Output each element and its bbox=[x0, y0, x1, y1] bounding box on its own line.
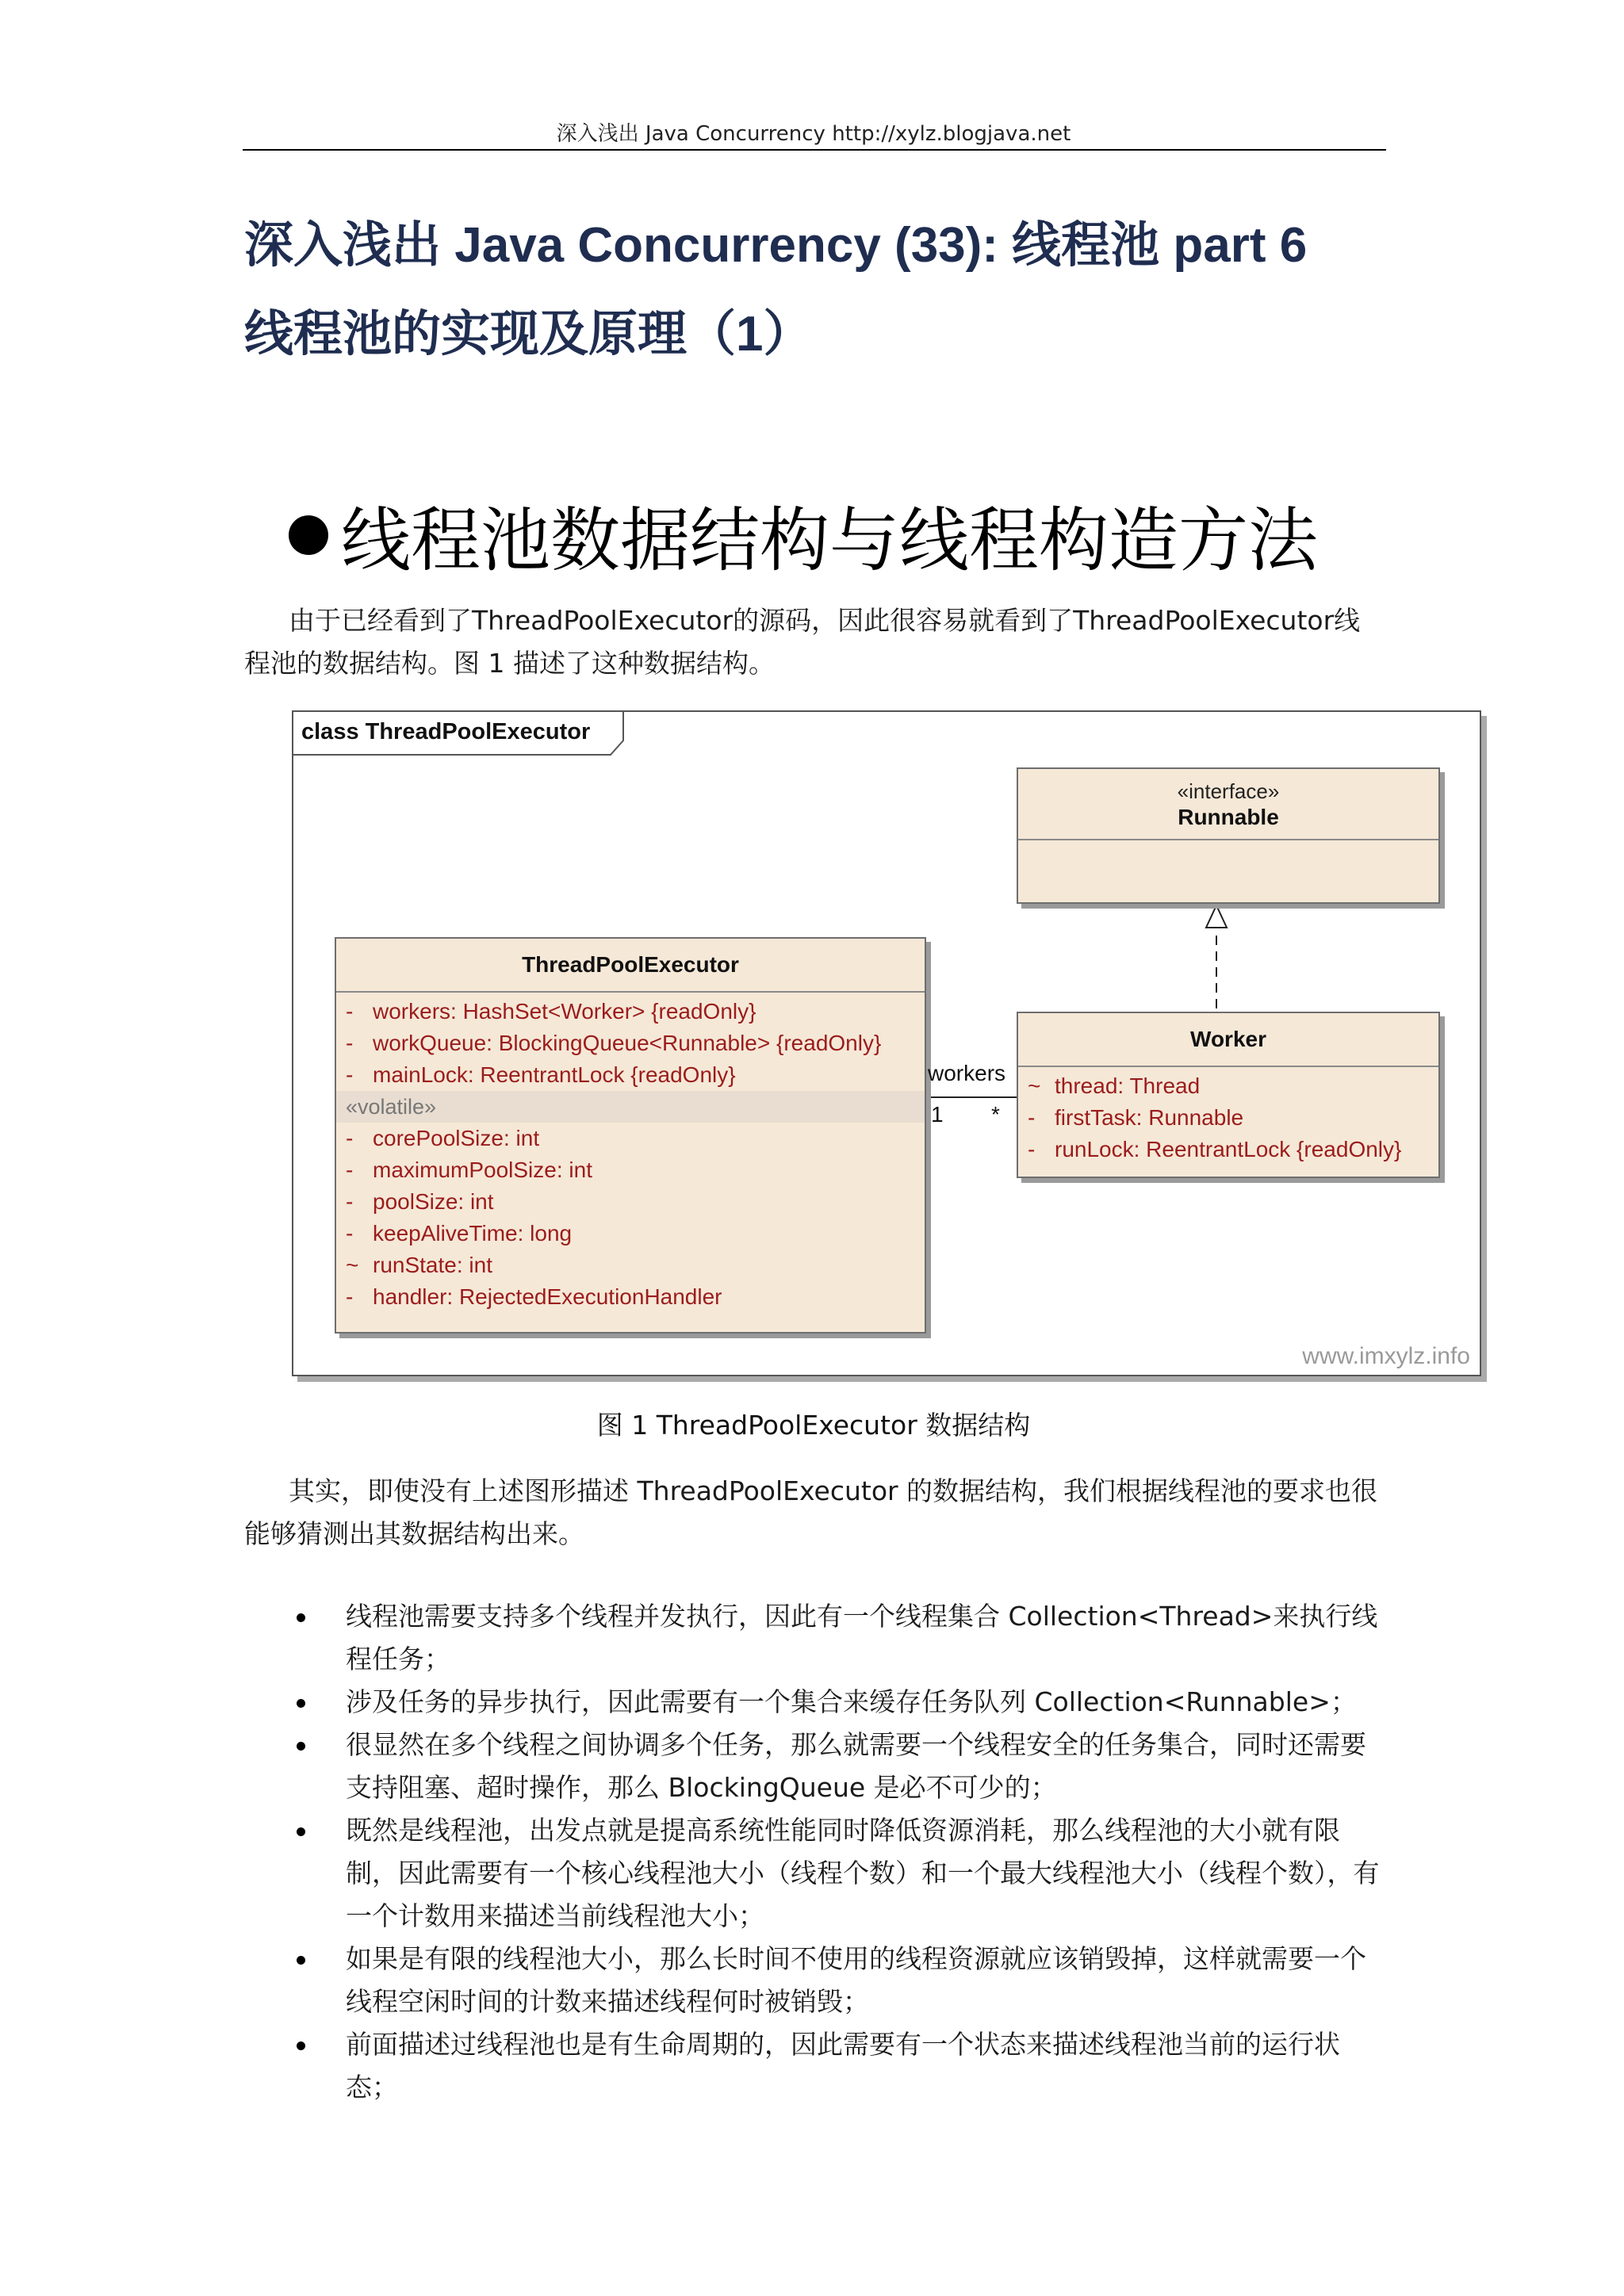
attribute-text: handler: RejectedExecutionHandler bbox=[373, 1284, 722, 1309]
visibility-marker: - bbox=[346, 1158, 354, 1182]
realization-arrowhead bbox=[1206, 905, 1227, 928]
attribute-row bbox=[336, 1218, 925, 1249]
attribute-text: runLock: ReentrantLock {readOnly} bbox=[1055, 1137, 1402, 1161]
attribute-text: corePoolSize: int bbox=[373, 1126, 540, 1150]
attribute-text: runState: int bbox=[373, 1253, 492, 1277]
requirements-list bbox=[293, 1595, 1388, 2109]
header-rule bbox=[243, 149, 1386, 151]
multiplicity-right: * bbox=[991, 1102, 1000, 1127]
attribute-row bbox=[336, 1281, 925, 1313]
visibility-marker: - bbox=[1028, 1105, 1036, 1130]
runnable-name: Runnable bbox=[1178, 805, 1279, 829]
attribute-row bbox=[1018, 1070, 1438, 1102]
attribute-text: poolSize: int bbox=[373, 1189, 494, 1214]
multiplicity-left: 1 bbox=[931, 1102, 944, 1127]
watermark: www.imxylz.info bbox=[1302, 1343, 1470, 1369]
tpe-attributes-top bbox=[336, 993, 925, 1091]
worker-class-name: Worker bbox=[1190, 1027, 1266, 1051]
runnable-stereotype: «interface» bbox=[1177, 779, 1280, 803]
title-line-1: 深入浅出 Java Concurrency (33): 线程池 part 6 bbox=[244, 218, 1308, 273]
worker-attributes bbox=[1018, 1067, 1438, 1165]
attribute-row bbox=[336, 1059, 925, 1091]
section-heading bbox=[289, 492, 1318, 579]
visibility-marker: - bbox=[346, 1284, 354, 1309]
tpe-attributes-bottom bbox=[336, 1123, 925, 1313]
title-line-2: 线程池的实现及原理（1） bbox=[244, 307, 813, 362]
requirement-item: 如果是有限的线程池大小，那么长时间不使用的线程资源就应该销毁掉，这样就需要一个线程空闲时间的计数来描述线程何时被销毁； bbox=[293, 1938, 1388, 2023]
association-role-label: workers bbox=[928, 1061, 1006, 1085]
attribute-row bbox=[336, 1249, 925, 1281]
volatile-stereotype: «volatile» bbox=[336, 1091, 925, 1123]
runnable-divider bbox=[1018, 839, 1438, 840]
attribute-row bbox=[336, 1154, 925, 1186]
tpe-class-name: ThreadPoolExecutor bbox=[522, 952, 739, 977]
requirement-item: 很显然在多个线程之间协调多个任务，那么就需要一个线程安全的任务集合，同时还需要支持阻塞、超时操作，那么 BlockingQueue 是必不可少的； bbox=[293, 1724, 1388, 1809]
visibility-marker: - bbox=[346, 999, 354, 1024]
bullet-icon bbox=[289, 515, 328, 555]
visibility-marker: - bbox=[346, 1221, 354, 1246]
section-heading-text: 线程池数据结构与线程构造方法 bbox=[341, 499, 1319, 581]
threadpoolexecutor-class-box bbox=[335, 937, 926, 1334]
attribute-row bbox=[336, 996, 925, 1027]
second-paragraph: 其实，即使没有上述图形描述 ThreadPoolExecutor 的数据结构，我们根据线程池的要求也很能够猜测出其数据结构出来。 bbox=[244, 1475, 1378, 1549]
visibility-marker: - bbox=[346, 1126, 354, 1150]
document-title bbox=[244, 201, 1402, 379]
attribute-text: thread: Thread bbox=[1055, 1073, 1201, 1098]
attribute-text: keepAliveTime: long bbox=[373, 1221, 573, 1246]
attribute-row bbox=[336, 1027, 925, 1059]
attribute-text: workers: HashSet<Worker> {readOnly} bbox=[373, 999, 756, 1024]
attribute-row bbox=[1018, 1134, 1438, 1165]
runnable-interface-box bbox=[1017, 767, 1440, 904]
visibility-marker: - bbox=[346, 1062, 354, 1087]
requirement-item: 前面描述过线程池也是有生命周期的，因此需要有一个状态来描述线程池当前的运行状态； bbox=[293, 2023, 1388, 2109]
requirement-item: 涉及任务的异步执行，因此需要有一个集合来缓存任务队列 Collection<Runnable>； bbox=[293, 1681, 1388, 1724]
attribute-text: maximumPoolSize: int bbox=[373, 1158, 592, 1182]
requirement-item: 线程池需要支持多个线程并发执行，因此有一个线程集合 Collection<Thread>来执行线程任务； bbox=[293, 1595, 1388, 1681]
figure-caption: 图 1 ThreadPoolExecutor 数据结构 bbox=[596, 1410, 1031, 1441]
requirement-item: 既然是线程池，出发点就是提高系统性能同时降低资源消耗，那么线程池的大小就有限制，因此需要有一个核心线程池大小（线程个数）和一个最大线程池大小（线程个数），有一个计数用来描述当前线程池大小； bbox=[293, 1809, 1388, 1938]
attribute-text: workQueue: BlockingQueue<Runnable> {readOnly} bbox=[373, 1031, 882, 1055]
attribute-row bbox=[1018, 1102, 1438, 1134]
visibility-marker: - bbox=[346, 1031, 354, 1055]
visibility-marker: ~ bbox=[1028, 1073, 1041, 1098]
visibility-marker: ~ bbox=[346, 1253, 359, 1277]
worker-class-box bbox=[1017, 1012, 1440, 1178]
attribute-row bbox=[336, 1123, 925, 1154]
uml-class-diagram bbox=[292, 710, 1481, 1376]
diagram-frame-label: class ThreadPoolExecutor bbox=[301, 719, 591, 744]
attribute-row bbox=[336, 1186, 925, 1218]
attribute-text: firstTask: Runnable bbox=[1055, 1105, 1244, 1130]
attribute-text: mainLock: ReentrantLock {readOnly} bbox=[373, 1062, 736, 1087]
running-header: 深入浅出 Java Concurrency http://xylz.blogjava.net bbox=[556, 122, 1071, 146]
visibility-marker: - bbox=[1028, 1137, 1036, 1161]
intro-paragraph: 由于已经看到了ThreadPoolExecutor的源码，因此很容易就看到了ThreadPoolExecutor线程池的数据结构。图 1 描述了这种数据结构。 bbox=[244, 605, 1361, 679]
visibility-marker: - bbox=[346, 1189, 354, 1214]
